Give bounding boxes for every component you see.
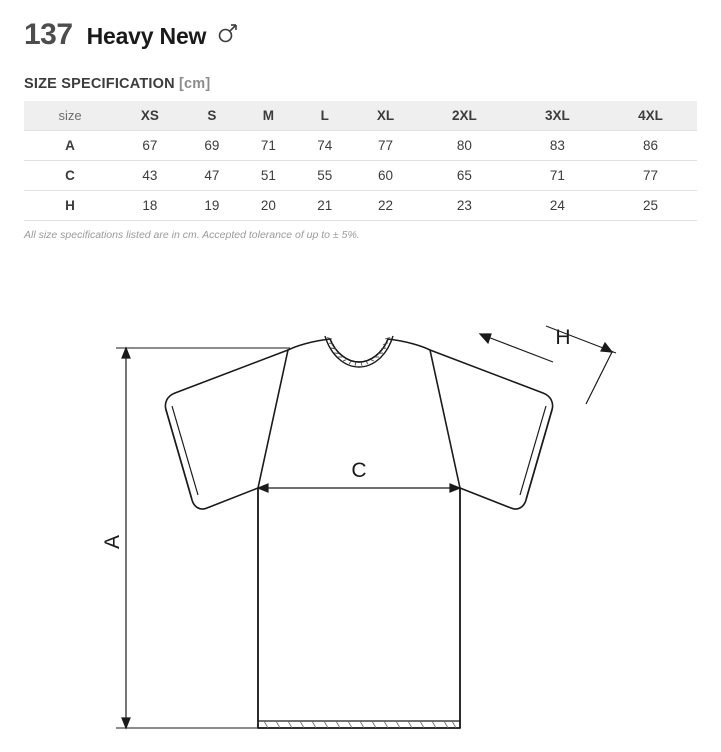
cell-c-s: 47 [184, 161, 240, 191]
cell-h-2xl: 23 [418, 191, 511, 221]
cell-c-xl: 60 [353, 161, 418, 191]
cell-a-xl: 77 [353, 131, 418, 161]
cell-c-m: 51 [240, 161, 296, 191]
dimension-label-c: C [351, 459, 367, 482]
column-header-xl: XL [353, 101, 418, 131]
spec-title-unit: [cm] [179, 76, 211, 92]
male-gender-icon [218, 19, 238, 45]
product-header [24, 0, 697, 58]
cell-a-xs: 67 [116, 131, 184, 161]
table-row [24, 161, 697, 191]
product-name: Heavy New [86, 23, 207, 49]
cell-a-4xl: 86 [604, 131, 697, 161]
table-row [24, 131, 697, 161]
cell-h-4xl: 25 [604, 191, 697, 221]
column-header-s: S [184, 101, 240, 131]
column-header-l: L [297, 101, 353, 131]
cell-h-l: 21 [297, 191, 353, 221]
column-header-4xl: 4XL [604, 101, 697, 131]
table-body [24, 131, 697, 221]
row-label-h: H [24, 191, 116, 221]
size-specification-table [24, 101, 697, 221]
cell-c-xs: 43 [116, 161, 184, 191]
cell-c-4xl: 77 [604, 161, 697, 191]
column-header-2xl: 2XL [418, 101, 511, 131]
tolerance-note: All size specifications listed are in cm. Accepted tolerance of up to ± 5%. [24, 229, 360, 241]
table-header-row [24, 101, 697, 131]
cell-a-2xl: 80 [418, 131, 511, 161]
cell-h-m: 20 [240, 191, 296, 221]
column-header-3xl: 3XL [511, 101, 604, 131]
dimension-label-h: H [555, 326, 571, 349]
cell-c-3xl: 71 [511, 161, 604, 191]
product-code: 137 [24, 18, 73, 51]
dimension-label-a: A [101, 534, 124, 550]
cell-a-s: 69 [184, 131, 240, 161]
tshirt-outline [165, 334, 552, 728]
cell-h-xl: 22 [353, 191, 418, 221]
cell-c-l: 55 [297, 161, 353, 191]
row-label-a: A [24, 131, 116, 161]
column-header-size: size [24, 101, 116, 131]
column-header-xs: XS [116, 101, 184, 131]
cell-h-s: 19 [184, 191, 240, 221]
cell-h-xs: 18 [116, 191, 184, 221]
table-row [24, 191, 697, 221]
t-shirt-measurement-diagram [0, 262, 721, 752]
size-specification-title [24, 76, 697, 92]
cell-c-2xl: 65 [418, 161, 511, 191]
cell-a-m: 71 [240, 131, 296, 161]
row-label-c: C [24, 161, 116, 191]
column-header-m: M [240, 101, 296, 131]
cell-h-3xl: 24 [511, 191, 604, 221]
cell-a-l: 74 [297, 131, 353, 161]
cell-a-3xl: 83 [511, 131, 604, 161]
table-header [24, 101, 697, 131]
spec-title-text: SIZE SPECIFICATION [24, 76, 175, 92]
